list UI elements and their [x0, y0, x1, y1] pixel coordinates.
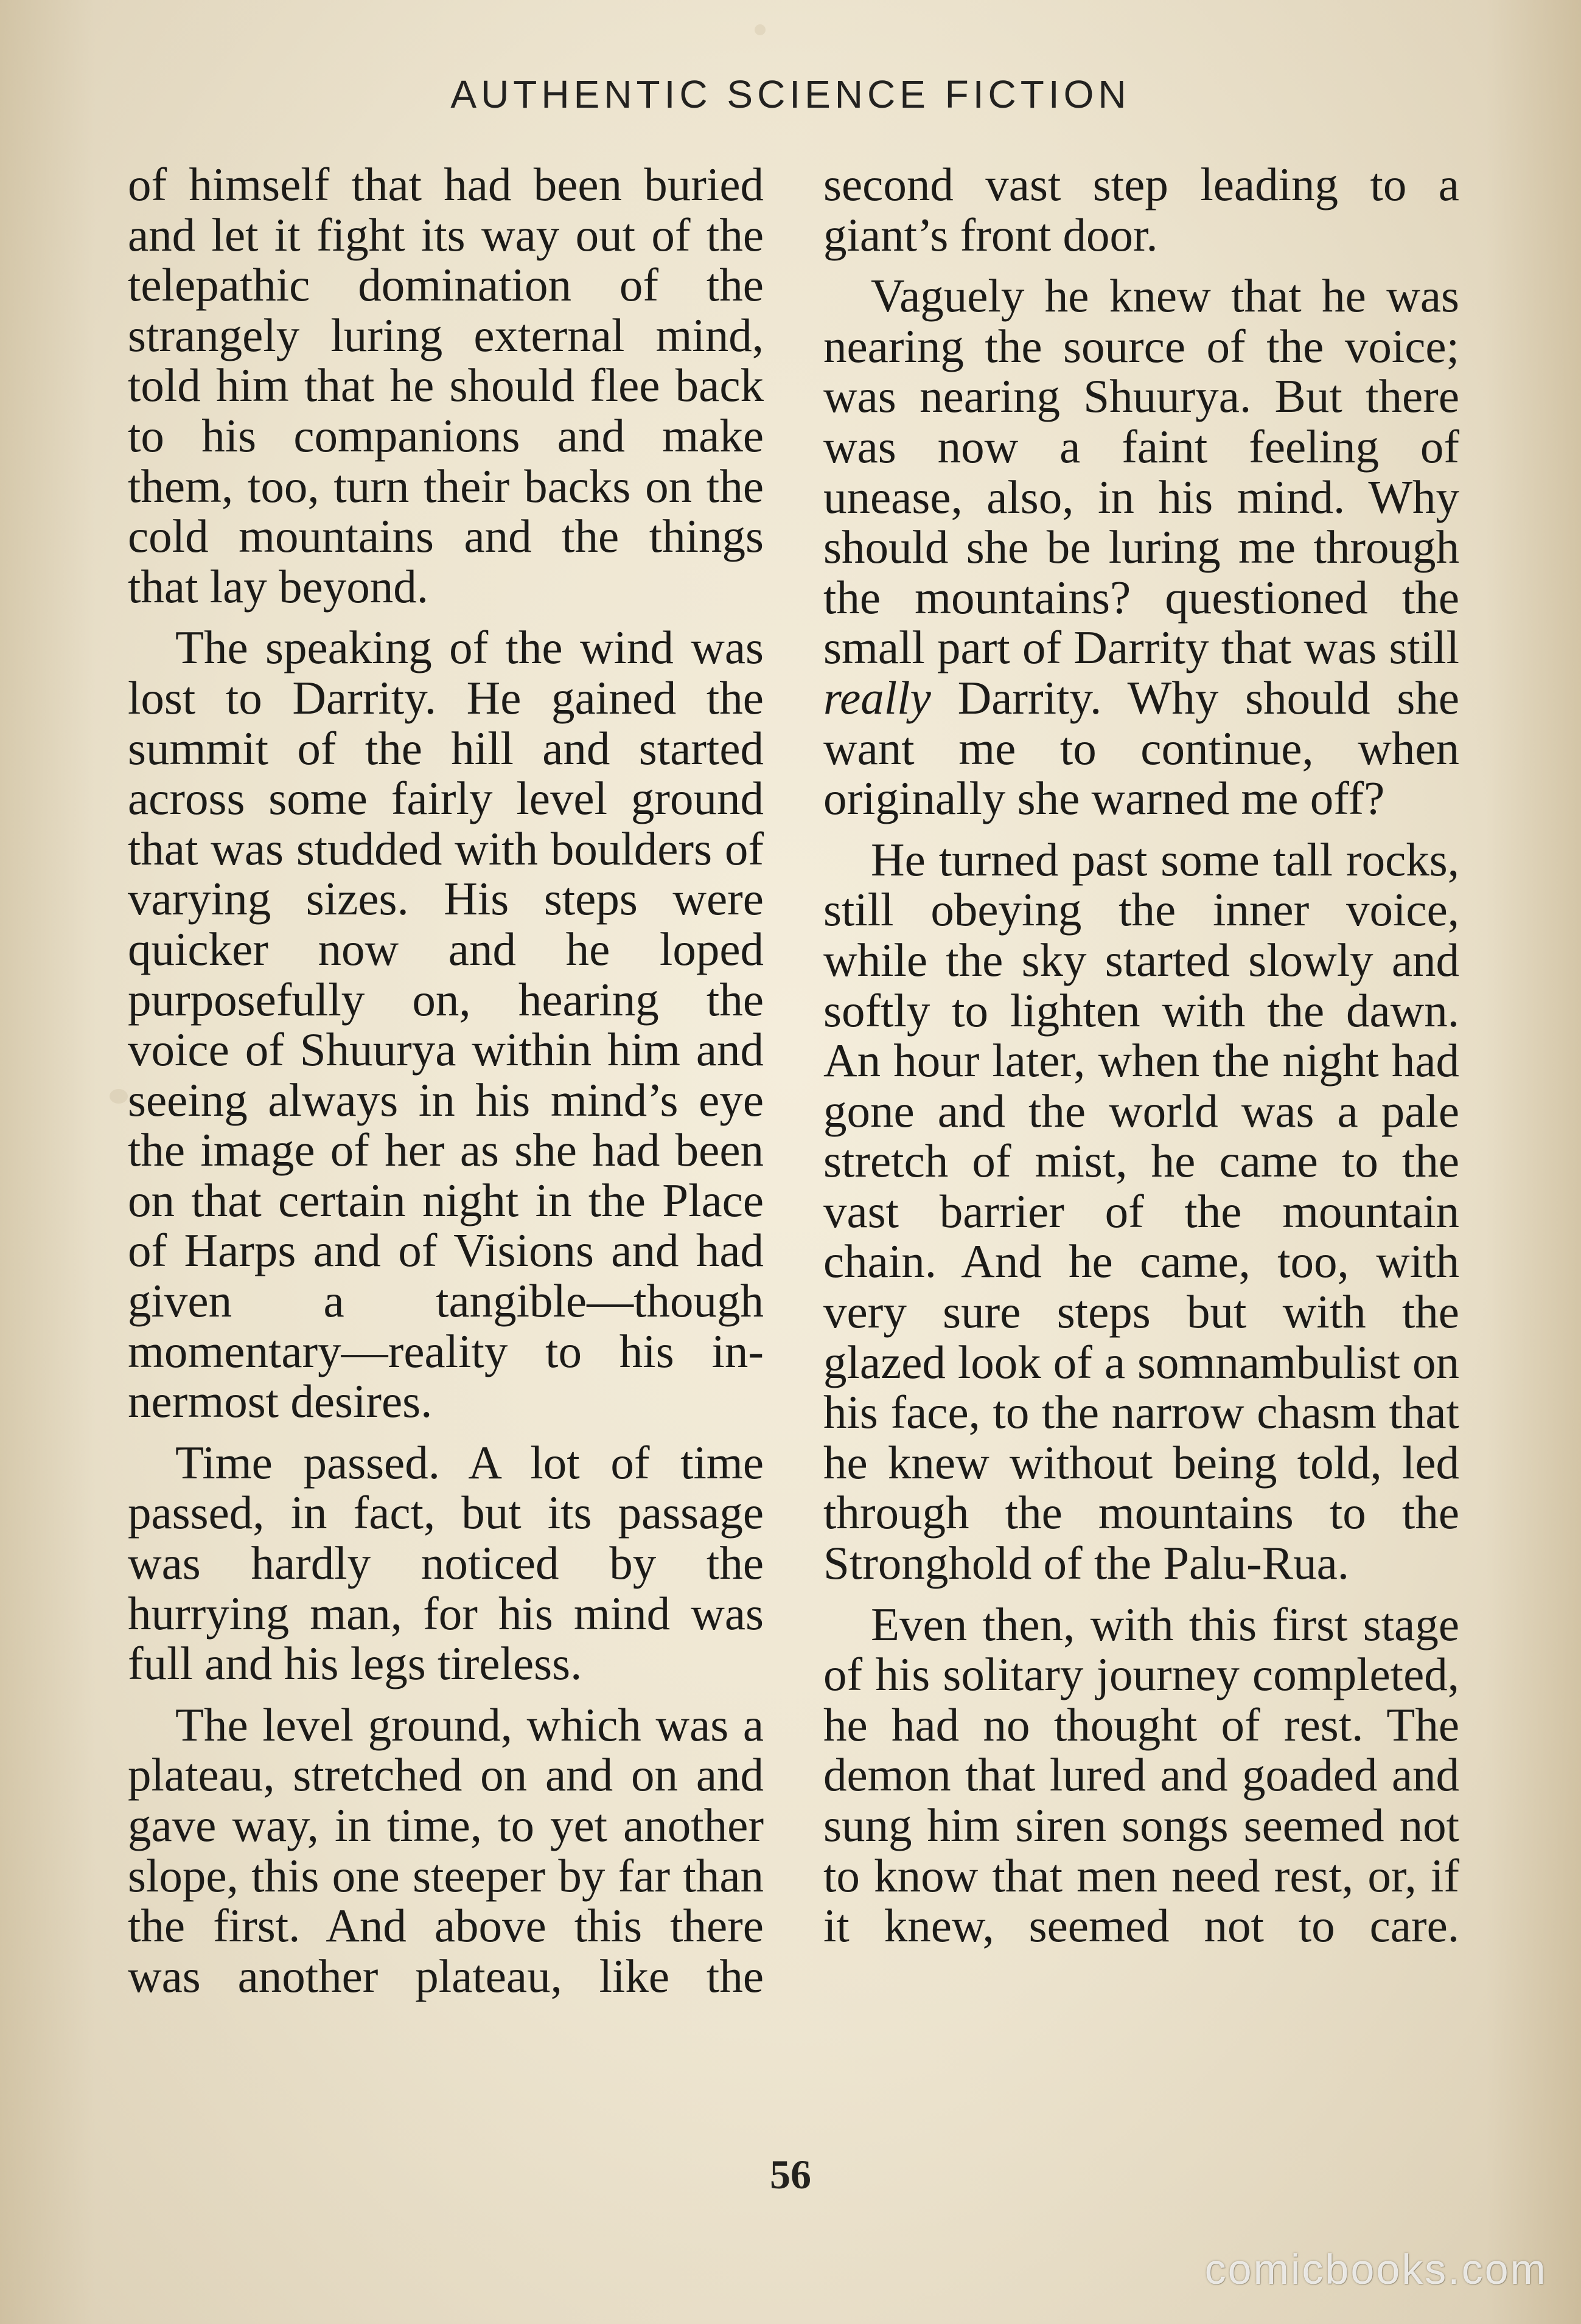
paragraph: second vast step leading to a giant’s front door.	[823, 158, 1459, 261]
paragraph: Even then, with this first stage of his solitary journey completed, he had no thought of rest. The demon that lured and goaded and sung him siren songs seemed not to know that men need rest, or, if it knew, seemed not to care.	[823, 1598, 1459, 1952]
right-column	[823, 159, 1459, 1962]
running-head: AUTHENTIC SCIENCE FICTION	[450, 72, 1131, 116]
paragraph: The level ground, which was a plateau, stretched on and on and gave way, in time, to yet another slope, this one steeper by far than the first. And above this there was another plateau, like the	[128, 1698, 764, 2002]
paragraph: Time passed. A lot of time passed, in fact, but its passage was hardly noticed by the hurrying man, for his mind was full and his legs tireless.	[128, 1436, 764, 1690]
paragraph: of himself that had been buried and let it fight its way out of the telepathic domination of the strangely luring external mind, told him that he should flee back to his companions and make them, too, turn their backs on the cold mountains and the things that lay beyond.	[128, 158, 764, 613]
paragraph: He turned past some tall rocks, still obeying the inner voice, while the sky started slowly and softly to lighten with the dawn. An hour later, when the night had gone and the world was a pale stretch of mist, he came to the vast barrier of the mountain chain. And he came, too, with very sure steps but with the glazed look of a somnambulist on his face, to the narrow chasm that he knew without being told, led through the mountains to the Stronghold of the Palu-Rua.	[823, 833, 1459, 1590]
paragraph: The speaking of the wind was lost to Darrity. He gained the summit of the hill and started across some fairly level ground that was studded with boulders of varying sizes. His steps were quicker now and he loped purposefully on, hearing the voice of Shuurya within him and seeing always in his mind’s eye the image of her as she had been on that certain night in the Place of Harps and of Visions and had given a tangible—though momentary—reality to his innermost desires.	[128, 621, 764, 1428]
paper-stain	[755, 24, 766, 35]
page-number: 56	[770, 2151, 811, 2197]
paragraph	[823, 271, 1459, 824]
italic-emphasis: really	[823, 671, 931, 724]
paragraph-text: Darrity. Why should she want me to continue, when originally she warned me off?	[823, 671, 1459, 825]
watermark: comicbooks.com	[1204, 2246, 1548, 2293]
paragraph-text: Vaguely he knew that he was nearing the source of the voice; was nearing Shuurya. But there was now a faint feeling of unease, also, in his mind. Why should she be luring me through the mountains? questioned the small part of Darrity that was still	[823, 270, 1459, 674]
paper-stain	[110, 1089, 128, 1104]
left-column	[128, 159, 764, 2012]
